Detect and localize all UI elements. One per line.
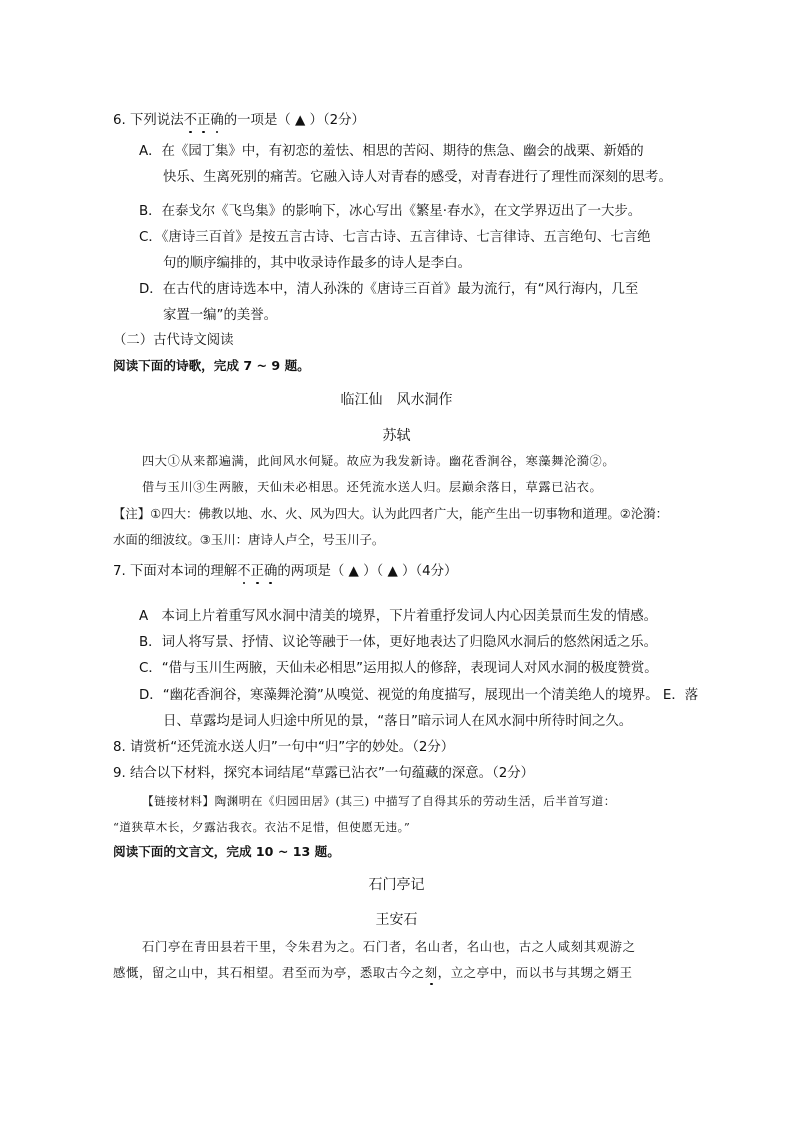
essay-line-2: 感慨，留之山中，其石相望。君至而为亭，悉取古今之刻，立之亭中，而以书与其甥之婿王 [113, 965, 633, 980]
emphasis-char: 不 [237, 564, 251, 579]
q6-option-a-cont: 快乐、生离死别的痛苦。它融入诗人对青春的感受，对青春进行了理性而深刻的思考。 [163, 170, 672, 185]
emphasis-char: 正 [250, 564, 264, 579]
q7-option-e-cont: 日、草露均是词人归途中所见的景，“落日”暗示词人在风水洞中所待时间之久。 [163, 714, 633, 729]
q6-option-d-cont: 家置一编”的美誉。 [163, 308, 278, 323]
q7-option-b: B．词人将写景、抒情、议论等融于一体，更好地表达了归隐风水洞后的悠然闲适之乐。 [139, 635, 658, 650]
poem-author: 苏轼 [382, 428, 411, 444]
link-material-cont: “道狭草木长，夕露沾我衣。衣沾不足惜，但使愿无违。” [113, 820, 411, 834]
q9-stem: 9. 结合以下材料，探究本词结尾“草露已沾衣”一句蕴藏的深意。（2分） [113, 766, 535, 781]
q6-option-c-cont: 句的顺序编排的，其中收录诗作最多的诗人是李白。 [163, 256, 471, 271]
essay-title: 石门亭记 [368, 877, 425, 893]
q7-stem: 7. 下面对本词的理解不正确的两项是（ ▲ ）（ ▲ ）（4分） [113, 564, 458, 579]
poem-title: 临江仙 风水洞作 [340, 392, 453, 408]
reading-instruction: 阅读下面的文言文，完成 10 ~ 13 题。 [113, 844, 340, 859]
emphasis-char: 正 [197, 113, 211, 128]
link-material: 【链接材料】陶渊明在《归园田居》(其三) 中描写了自得其乐的劳动生活，后半首写道： [142, 794, 616, 808]
q6-option-d: D．在古代的唐诗选本中，清人孙洙的《唐诗三百首》最为流行，有“风行海内，几至 [139, 282, 639, 297]
q6-option-b: B．在泰戈尔《飞鸟集》的影响下，冰心写出《繁星·春水》，在文学界迈出了一大步。 [139, 204, 642, 219]
q7-option-d: D．“幽花香涧谷，寒藻舞沦漪”从嗅觉、视觉的角度描写，展现出一个清美绝人的境界。 E．落 [139, 688, 699, 703]
q6-option-c: C．《唐诗三百首》是按五言古诗、七言古诗、五言律诗、七言律诗、五言绝句、七言绝 [139, 230, 651, 245]
essay-line-1: 石门亭在青田县若干里，令朱君为之。石门者，名山者，名山也，古之人咸刻其观游之 [142, 939, 636, 954]
poem-line-2: 借与玉川③生两腋，天仙未必相思。还凭流水送人归。层巅余落日，草露已沾衣。 [142, 480, 603, 494]
essay-author: 王安石 [375, 912, 418, 928]
reading-instruction: 阅读下面的诗歌，完成 7 ~ 9 题。 [113, 358, 310, 373]
poem-note-cont: 水面的细波纹。③玉川：唐诗人卢仝，号玉川子。 [113, 532, 385, 547]
q6-option-a: A．在《园丁集》中，有初恋的羞怯、相思的苦闷、期待的焦急、幽会的战栗、新婚的 [139, 144, 644, 159]
emphasis-char: 不 [183, 113, 197, 128]
poem-line-1: 四大①从来都遍满，此间风水何疑。故应为我发新诗。幽花香涧谷，寒藻舞沦漪②。 [142, 454, 616, 468]
emphasis-char: 确 [263, 564, 278, 579]
emphasis-char: 确 [210, 113, 224, 128]
q8-stem: 8. 请赏析“还凭流水送人归”一句中“归”字的妙处。（2分） [113, 740, 455, 755]
q7-option-c: C．“借与玉川生两腋，天仙未必相思”运用拟人的修辞，表现词人对风水洞的极度赞赏。 [139, 661, 658, 676]
q7-option-a: A 本词上片着重写风水洞中清美的境界，下片着重抒发词人内心因美景而生发的情感。 [139, 609, 658, 624]
poem-note: 【注】①四大：佛教以地、水、火、风为四大。认为此四者广大，能产生出一切事物和道理。②沦漪： [113, 506, 669, 521]
emphasis-char: 刻 [424, 965, 438, 980]
section-heading: （二）古代诗文阅读 [113, 333, 234, 348]
q6-stem: 6. 下列说法不正确的一项是（ ▲ ）（2分） [113, 113, 365, 128]
